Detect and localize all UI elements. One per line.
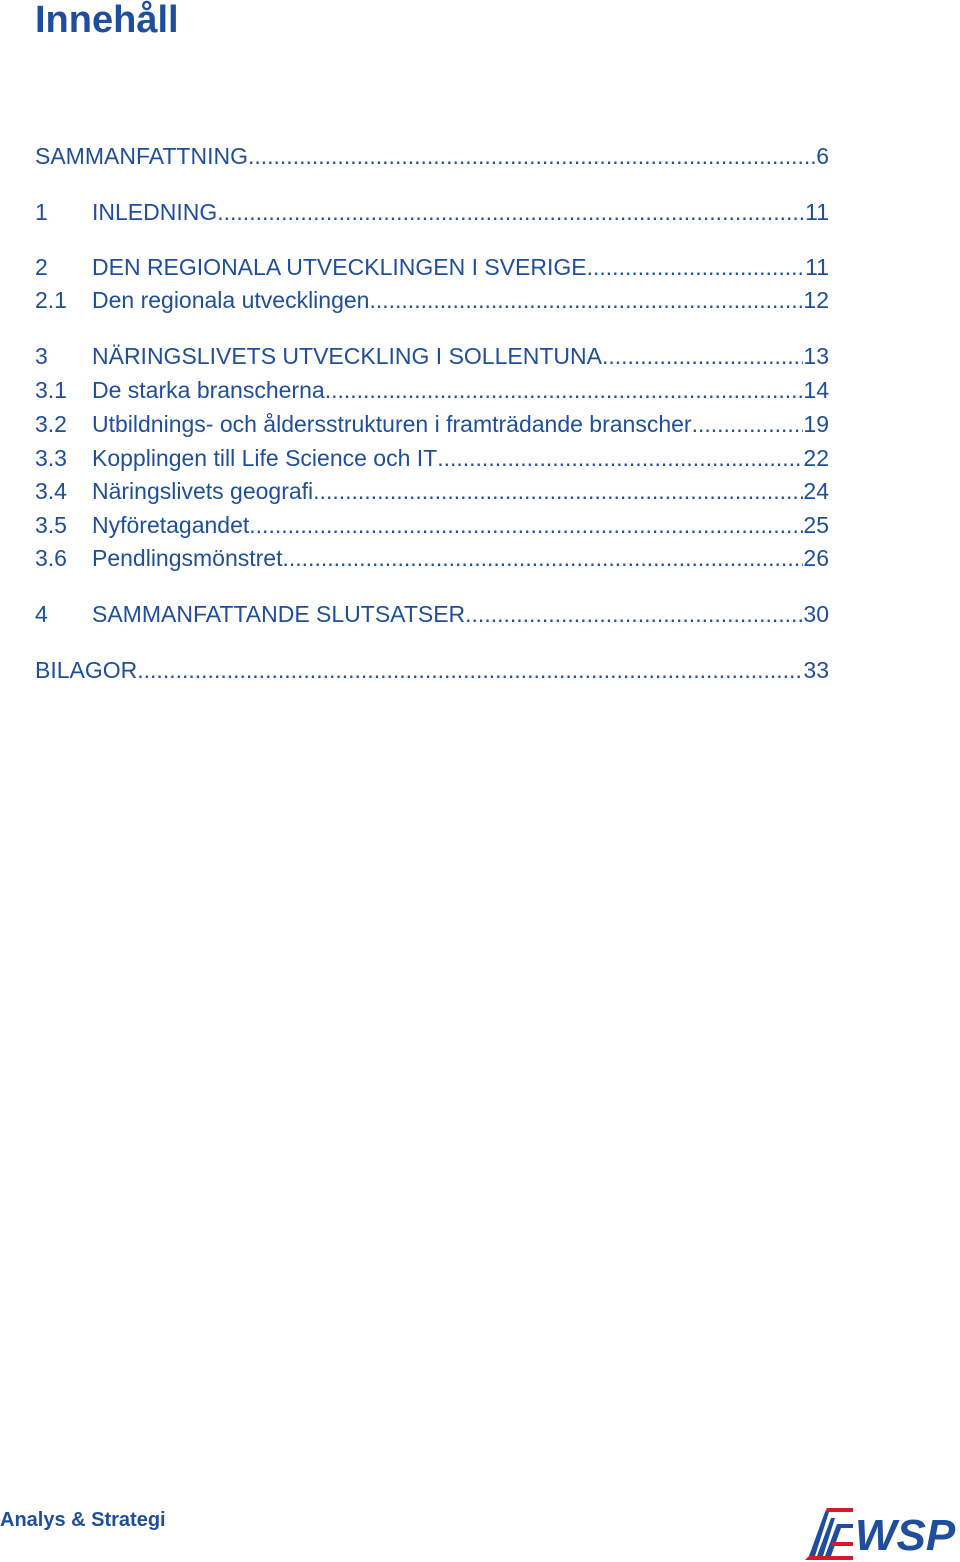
toc-entry-page: 11 [805, 199, 829, 225]
toc-leader [692, 408, 804, 440]
page-title: Innehåll [35, 0, 179, 41]
toc-leader [369, 284, 803, 316]
toc-entry-number: 3.6 [35, 545, 67, 571]
toc-leader [325, 374, 804, 406]
toc-leader [602, 340, 803, 372]
toc-entry-3-6[interactable] [35, 542, 829, 574]
toc-entry-title: Nyföretagandet [92, 512, 250, 538]
toc-entry-title: INLEDNING [92, 199, 218, 225]
toc-entry-page: 12 [803, 287, 829, 313]
toc-entry-page: 14 [803, 377, 829, 403]
toc-entry-title: DEN REGIONALA UTVECKLINGEN I SVERIGE [92, 254, 587, 280]
toc-entry-page: 25 [803, 512, 829, 538]
toc-entry-page: 13 [803, 343, 829, 369]
toc-entry-title: Utbildnings- och åldersstrukturen i framträdande branscher [92, 411, 692, 437]
toc-entry-sammanfattning[interactable] [35, 140, 829, 172]
toc-leader [249, 509, 803, 541]
toc-entry-page: 11 [805, 254, 829, 280]
toc-entry-title: SAMMANFATTANDE SLUTSATSER [92, 601, 466, 627]
toc-entry-title: Kopplingen till Life Science och IT [92, 445, 438, 471]
toc-entry-3-2[interactable] [35, 408, 829, 440]
toc-leader [465, 598, 803, 630]
toc-entry-title: SAMMANFATTNING [35, 143, 248, 169]
toc-entry-number: 2 [35, 254, 48, 280]
toc-entry-3[interactable] [35, 340, 829, 372]
toc-entry-number: 3.2 [35, 411, 67, 437]
toc-entry-3-4[interactable] [35, 475, 829, 507]
toc-entry-1[interactable] [35, 196, 829, 228]
toc-leader [248, 140, 816, 172]
footer-department: Analys & Strategi [0, 1509, 166, 1531]
toc-entry-title: BILAGOR [35, 657, 138, 683]
toc-entry-title: De starka branscherna [92, 377, 325, 403]
toc-entry-title: Näringslivets geografi [92, 478, 314, 504]
toc-entry-number: 4 [35, 601, 48, 627]
toc-entry-page: 24 [803, 478, 829, 504]
toc-entry-page: 22 [803, 445, 829, 471]
wsp-logo [803, 1500, 960, 1562]
toc-entry-page: 6 [816, 143, 829, 169]
toc-entry-number: 2.1 [35, 287, 67, 313]
toc-entry-number: 3.4 [35, 478, 67, 504]
toc-entry-title: NÄRINGSLIVETS UTVECKLING I SOLLENTUNA [92, 343, 602, 369]
toc-entry-3-3[interactable] [35, 442, 829, 474]
toc-entry-bilagor[interactable] [35, 654, 829, 686]
toc-entry-2-1[interactable] [35, 284, 829, 316]
toc-leader [217, 196, 805, 228]
toc-entry-4[interactable] [35, 598, 829, 630]
toc-entry-title: Den regionala utvecklingen [92, 287, 370, 313]
toc-entry-number: 1 [35, 199, 48, 225]
toc-entry-2[interactable] [35, 251, 829, 283]
toc-entry-3-1[interactable] [35, 374, 829, 406]
wsp-wordmark: WSP [855, 1511, 956, 1560]
toc-entry-page: 30 [803, 601, 829, 627]
toc-entry-title: Pendlingsmönstret [92, 545, 283, 571]
toc-entry-number: 3 [35, 343, 48, 369]
toc-entry-3-5[interactable] [35, 509, 829, 541]
toc-entry-page: 26 [803, 545, 829, 571]
toc-entry-page: 33 [803, 657, 829, 683]
toc-entry-number: 3.5 [35, 512, 67, 538]
wsp-emblem-icon [805, 1508, 853, 1560]
toc-entry-number: 3.3 [35, 445, 67, 471]
toc-leader [437, 442, 803, 474]
toc-leader [587, 251, 805, 283]
toc-entry-number: 3.1 [35, 377, 67, 403]
toc-leader [313, 475, 803, 507]
toc-entry-page: 19 [803, 411, 829, 437]
toc-leader [283, 542, 804, 574]
toc-leader [137, 654, 803, 686]
